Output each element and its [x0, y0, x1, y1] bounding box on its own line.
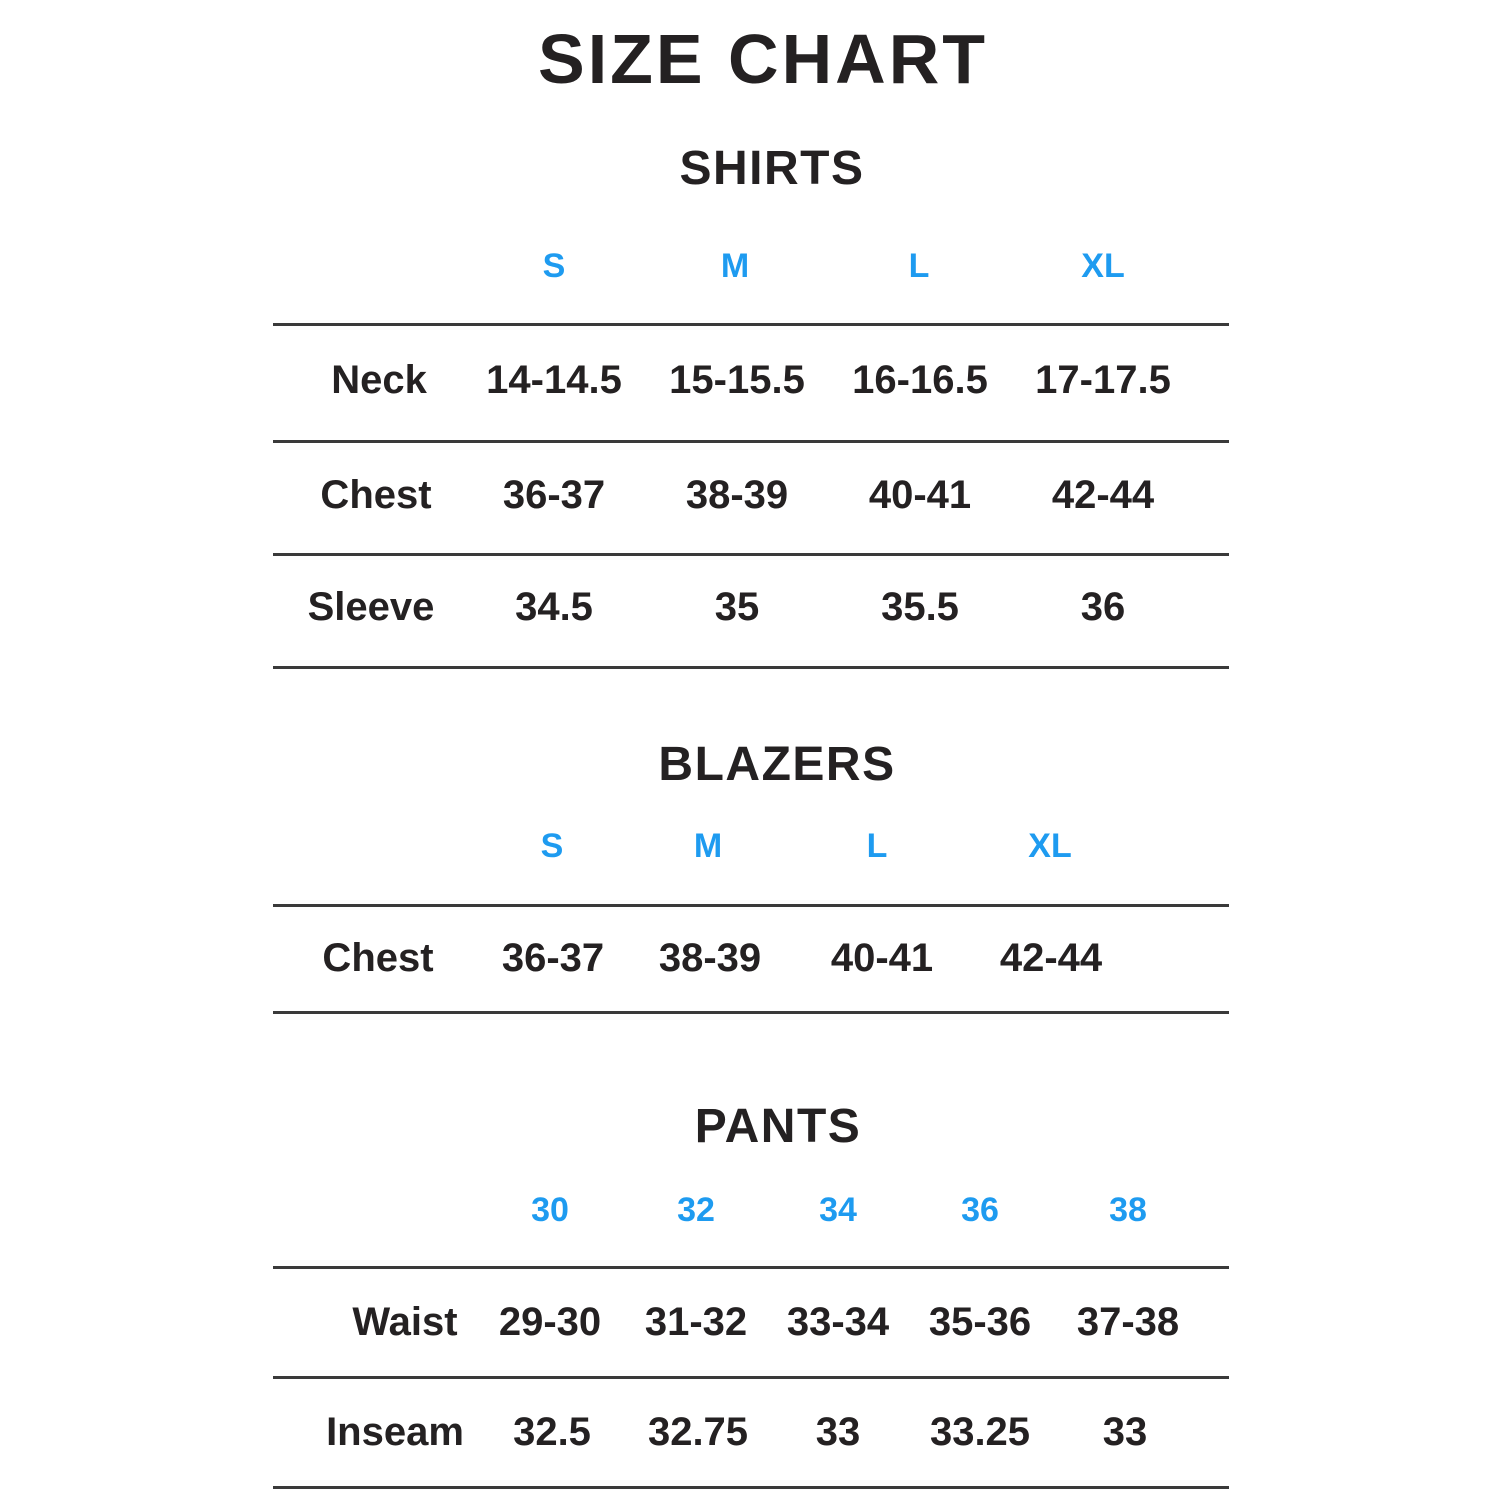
- pants-inseam-value-32: 32.75: [647, 1410, 749, 1454]
- section-heading-shirts: SHIRTS: [679, 142, 865, 195]
- blazers-size-header-m: M: [693, 827, 723, 865]
- blazers-size-header-xl: XL: [1028, 827, 1072, 865]
- section-heading-pants: PANTS: [694, 1100, 862, 1153]
- table-divider: [273, 666, 1229, 669]
- pants-size-header-30: 30: [531, 1191, 569, 1229]
- table-divider: [273, 553, 1229, 556]
- shirts-sleeve-value-xl: 36: [1080, 585, 1126, 629]
- pants-waist-value-36: 35-36: [928, 1300, 1032, 1344]
- shirts-size-header-m: M: [720, 247, 750, 285]
- pants-waist-value-38: 37-38: [1076, 1300, 1180, 1344]
- blazers-chest-value-s: 36-37: [501, 936, 605, 980]
- shirts-size-header-s: S: [542, 247, 566, 285]
- table-divider: [273, 1011, 1229, 1014]
- shirts-row-label-chest: Chest: [320, 473, 432, 517]
- shirts-neck-value-xl: 17-17.5: [1035, 358, 1171, 402]
- blazers-row-label-chest: Chest: [322, 936, 434, 980]
- pants-inseam-value-38: 33: [1102, 1410, 1148, 1454]
- pants-size-header-32: 32: [677, 1191, 715, 1229]
- pants-waist-value-30: 29-30: [498, 1300, 602, 1344]
- shirts-sleeve-value-s: 34.5: [515, 585, 593, 629]
- shirts-chest-value-m: 38-39: [685, 473, 789, 517]
- table-divider: [273, 323, 1229, 326]
- blazers-size-header-s: S: [540, 827, 564, 865]
- pants-row-label-waist: Waist: [352, 1300, 458, 1344]
- table-divider: [273, 440, 1229, 443]
- table-divider: [273, 1266, 1229, 1269]
- table-divider: [273, 1376, 1229, 1379]
- pants-size-header-38: 38: [1109, 1191, 1147, 1229]
- shirts-chest-value-xl: 42-44: [1051, 473, 1155, 517]
- table-divider: [273, 904, 1229, 907]
- shirts-chest-value-s: 36-37: [502, 473, 606, 517]
- shirts-row-label-sleeve: Sleeve: [307, 585, 435, 629]
- pants-inseam-value-36: 33.25: [929, 1410, 1031, 1454]
- shirts-size-header-l: L: [908, 247, 930, 285]
- shirts-size-header-xl: XL: [1081, 247, 1125, 285]
- shirts-neck-value-s: 14-14.5: [486, 358, 622, 402]
- section-heading-blazers: BLAZERS: [658, 738, 896, 791]
- pants-inseam-value-30: 32.5: [513, 1410, 591, 1454]
- pants-size-header-34: 34: [819, 1191, 857, 1229]
- shirts-neck-value-m: 15-15.5: [669, 358, 805, 402]
- shirts-sleeve-value-l: 35.5: [881, 585, 959, 629]
- page-title: SIZE CHART: [538, 20, 988, 98]
- shirts-neck-value-l: 16-16.5: [852, 358, 988, 402]
- pants-row-label-inseam: Inseam: [326, 1410, 464, 1454]
- pants-waist-value-34: 33-34: [786, 1300, 890, 1344]
- pants-inseam-value-34: 33: [815, 1410, 861, 1454]
- pants-size-header-36: 36: [961, 1191, 999, 1229]
- shirts-row-label-neck: Neck: [331, 358, 427, 402]
- blazers-chest-value-m: 38-39: [658, 936, 762, 980]
- pants-waist-value-32: 31-32: [644, 1300, 748, 1344]
- blazers-size-header-l: L: [866, 827, 888, 865]
- blazers-chest-value-xl: 42-44: [999, 936, 1103, 980]
- shirts-sleeve-value-m: 35: [714, 585, 760, 629]
- blazers-chest-value-l: 40-41: [830, 936, 934, 980]
- shirts-chest-value-l: 40-41: [868, 473, 972, 517]
- table-divider: [273, 1486, 1229, 1489]
